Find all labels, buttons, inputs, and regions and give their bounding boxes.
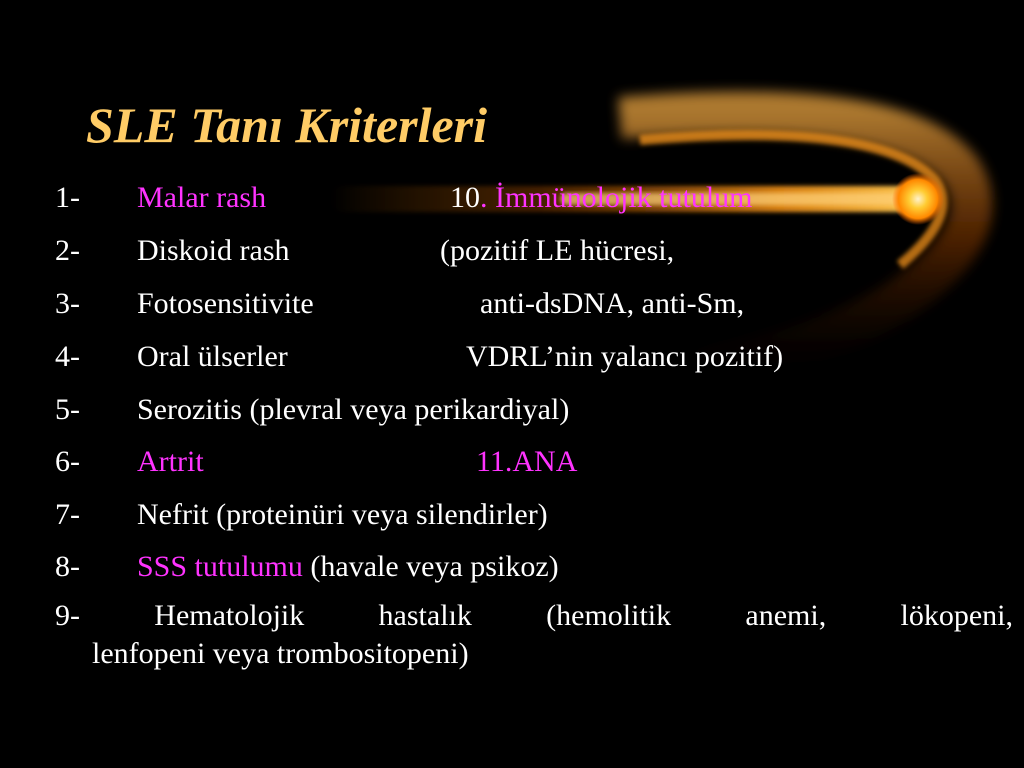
criteria-left-suffix: (havale veya psikoz) bbox=[302, 550, 559, 583]
criteria-left-text: Artrit bbox=[137, 445, 204, 478]
criteria-number: 7- bbox=[55, 498, 80, 531]
criteria-word: (hemolitik bbox=[546, 599, 672, 632]
criteria-word: lökopeni, bbox=[900, 599, 1013, 632]
criteria-number: 6- bbox=[55, 445, 80, 478]
criteria-left-text: Serozitis (plevral veya perikardiyal) bbox=[137, 393, 570, 426]
criteria-number: 3- bbox=[55, 287, 80, 320]
criteria-word: anemi, bbox=[745, 599, 827, 632]
criteria-number: 5- bbox=[55, 393, 80, 426]
criteria-right-text: anti-dsDNA, anti-Sm, bbox=[480, 287, 745, 320]
criteria-word: Hematolojik bbox=[154, 599, 305, 632]
criteria-left-text: Nefrit (proteinüri veya silendirler) bbox=[137, 498, 548, 531]
criteria-number: 1- bbox=[55, 181, 80, 214]
criteria-right-text: VDRL’nin yalancı pozitif) bbox=[466, 340, 784, 373]
criteria-right-text: (pozitif LE hücresi, bbox=[440, 234, 675, 267]
criteria-number: 8- bbox=[55, 550, 80, 583]
criteria-right-text bbox=[450, 180, 753, 216]
criteria-word: hastalık bbox=[378, 599, 472, 632]
criteria-right-prefix: 10 bbox=[450, 181, 480, 214]
criteria-left-text: Malar rash bbox=[137, 181, 267, 214]
criteria-right-text: 11.ANA bbox=[476, 445, 578, 478]
slide-title: SLE Tanı Kriterleri bbox=[86, 97, 488, 153]
criteria-number: 2- bbox=[55, 234, 80, 267]
criteria-row-9-line-2: lenfopeni veya trombositopeni) bbox=[92, 637, 469, 670]
criteria-number: 9- bbox=[55, 599, 80, 632]
criteria-left-highlight: SSS tutulumu bbox=[137, 550, 303, 583]
criteria-left-text: Diskoid rash bbox=[137, 234, 290, 267]
criteria-right-highlight: . İmmünolojik tutulum bbox=[480, 181, 753, 214]
criteria-left-text bbox=[137, 549, 559, 585]
criteria-left-text: Oral ülserler bbox=[137, 340, 288, 373]
criteria-left-text: Fotosensitivite bbox=[137, 287, 314, 320]
criteria-row-9-line-1 bbox=[55, 597, 1013, 635]
criteria-number: 4- bbox=[55, 340, 80, 373]
criteria-row-9 bbox=[55, 597, 1013, 673]
